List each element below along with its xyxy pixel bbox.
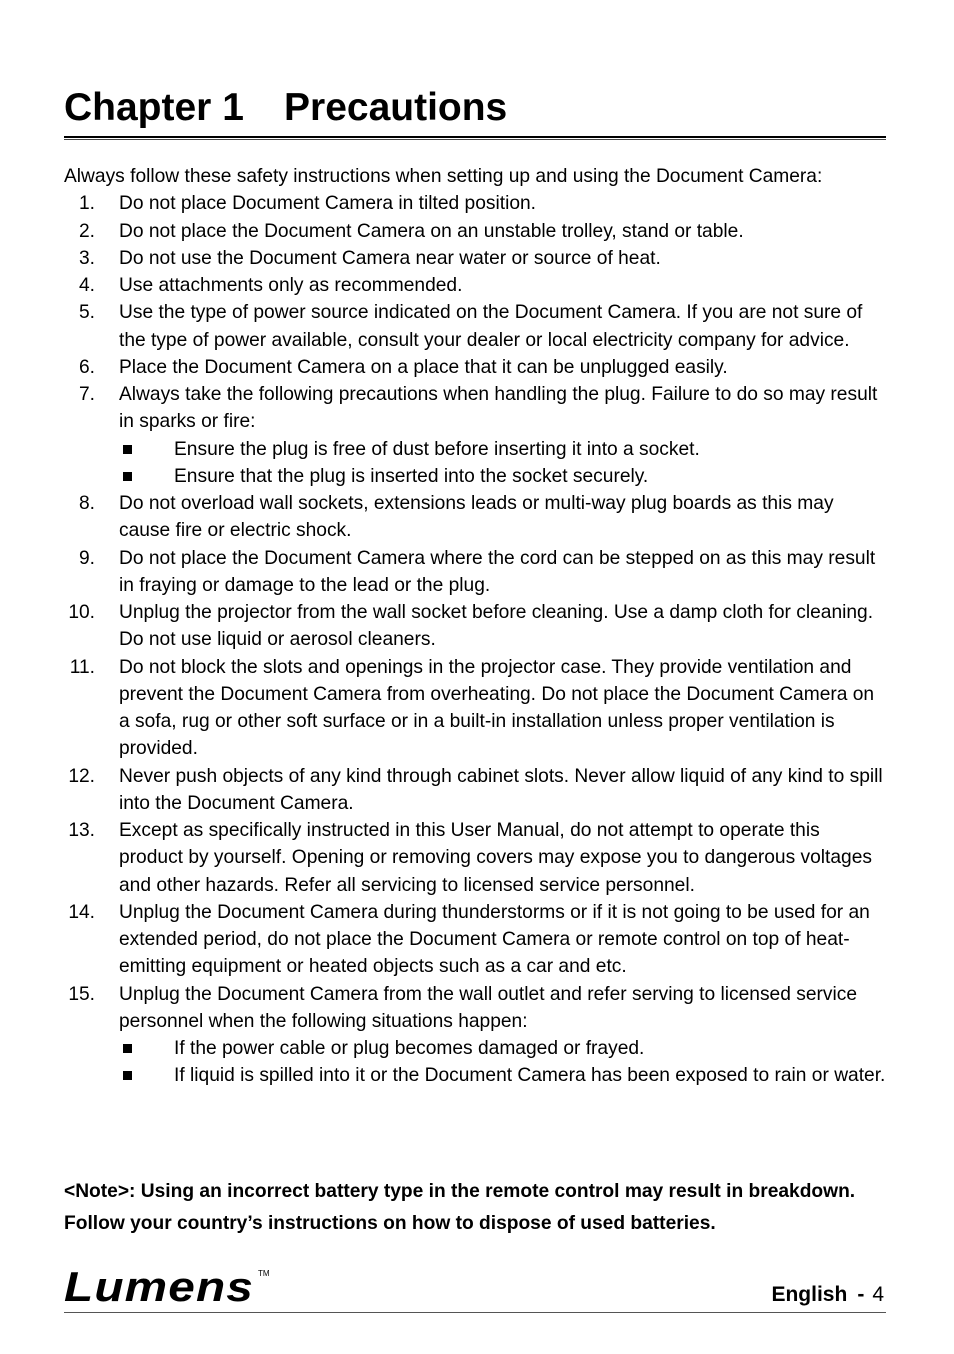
footer-rule: [64, 1312, 886, 1313]
item-number: 8.: [78, 493, 95, 514]
precaution-item: [64, 817, 886, 899]
heading-rule-underline: [64, 139, 886, 140]
sub-item-text: If liquid is spilled into it or the Document Camera has been exposed to rain or water.: [174, 1065, 886, 1087]
intro-text: Always follow these safety instructions when setting up and using the Document Camera:: [64, 166, 823, 187]
square-bullet-icon: [123, 445, 132, 454]
precaution-item: [64, 299, 886, 354]
precaution-item: [64, 654, 886, 763]
square-bullet-icon: [123, 472, 132, 481]
item-text: Unplug the projector from the wall socket before cleaning. Use a damp cloth for cleaning. Do not use liquid or aerosol cleaners.: [119, 602, 874, 651]
item-number: 3.: [78, 247, 95, 269]
item-text: Do not use the Document Camera near water or source of heat.: [119, 247, 661, 269]
page-footer-label: [771, 1281, 884, 1309]
item-text: Unplug the Document Camera during thunderstorms or if it is not going to be used for an extended period, do not place the Document Camera or remote control on top of heat-emitting equipment or heated objects such as a car and etc.: [119, 901, 870, 978]
item-number: 5.: [78, 302, 95, 324]
precaution-item: [64, 981, 886, 1090]
item-text: Unplug the Document Camera from the wall outlet and refer serving to licensed service personnel when the following situations happen:: [119, 983, 858, 1032]
square-bullet-icon: [123, 1044, 132, 1053]
page-number: 4: [872, 1283, 884, 1306]
item-text: Except as specifically instructed in this User Manual, do not attempt to operate this product by yourself. Opening or removing covers may expose you to dangerous voltages and other hazards. Refer all servicing to licensed service personnel.: [119, 820, 872, 896]
item-text: Always take the following precautions when handling the plug. Failure to do so may result in sparks or fire:: [119, 384, 878, 433]
precautions-list: [64, 190, 886, 1089]
item-number: 14.: [68, 901, 95, 923]
precaution-item: [64, 218, 886, 245]
heading-rule: [64, 136, 886, 138]
item-number: 12.: [68, 765, 95, 787]
sub-item: [119, 1062, 886, 1089]
item-text: Do not overload wall sockets, extensions leads or multi-way plug boards as this may cause fire or electric shock.: [119, 493, 834, 542]
precaution-item: [64, 545, 886, 600]
sub-list: [119, 1035, 886, 1090]
item-number: 1.: [78, 193, 95, 215]
item-number: 13.: [68, 820, 95, 841]
precaution-item: [64, 245, 886, 272]
lumens-logo: [64, 1264, 274, 1306]
item-text: Do not place Document Camera in tilted position.: [119, 193, 537, 215]
item-number: 11.: [69, 656, 95, 678]
square-bullet-icon: [123, 1071, 132, 1080]
precaution-item: [64, 381, 886, 490]
item-text: Use attachments only as recommended.: [119, 275, 463, 296]
sub-item: [119, 436, 886, 463]
sub-item: [119, 1035, 886, 1062]
precautions-body: [64, 163, 886, 1090]
battery-note: <Note>: Using an incorrect battery type in the remote control may result in breakdown. Follow your country’s instructions on how to dispose of used batteries.: [64, 1181, 856, 1234]
item-number: 15.: [68, 983, 95, 1005]
item-text: Do not place the Document Camera where the cord can be stepped on as this may result in fraying or damage to the lead or the plug.: [119, 547, 876, 596]
precaution-item: [64, 272, 886, 299]
item-number: 9.: [78, 547, 95, 569]
item-text: Do not block the slots and openings in the projector case. They provide ventilation and prevent the Document Camera from overheating. Do not place the Document Camera on a sofa, rug or other soft surface or in a built-in installation unless proper ventilation is provided.: [119, 656, 875, 760]
sub-item: [119, 463, 886, 490]
footer-separator: -: [857, 1283, 865, 1306]
item-number: 4.: [78, 275, 95, 296]
chapter-heading: [64, 84, 886, 132]
sub-item-text: Ensure the plug is free of dust before inserting it into a socket.: [174, 438, 700, 460]
precaution-item: [64, 490, 886, 545]
precaution-item: [64, 599, 886, 654]
precaution-item: [64, 354, 886, 381]
chapter-title: Precautions: [284, 86, 508, 129]
sub-item-text: Ensure that the plug is inserted into the socket securely.: [174, 465, 649, 487]
language-label: English: [771, 1283, 848, 1306]
item-text: Do not place the Document Camera on an unstable trolley, stand or table.: [119, 220, 744, 242]
brand-logotype: Lumens: [64, 1264, 254, 1306]
item-text: Place the Document Camera on a place that it can be unplugged easily.: [119, 356, 728, 378]
item-number: 7.: [78, 384, 95, 405]
item-text: Use the type of power source indicated on the Document Camera. If you are not sure of the type of power available, consult your dealer or local electricity company for advice.: [119, 302, 863, 351]
sub-list: [119, 436, 886, 491]
item-text: Never push objects of any kind through cabinet slots. Never allow liquid of any kind to spill into the Document Camera.: [119, 765, 883, 814]
sub-item-text: If the power cable or plug becomes damaged or frayed.: [174, 1038, 645, 1059]
chapter-number: Chapter 1: [64, 86, 244, 129]
item-number: 2.: [78, 220, 95, 242]
precaution-item: [64, 763, 886, 818]
item-number: 10.: [68, 602, 95, 623]
trademark-mark: TM: [258, 1269, 270, 1278]
precaution-item: [64, 899, 886, 981]
item-number: 6.: [78, 356, 95, 378]
precaution-item: [64, 190, 886, 217]
